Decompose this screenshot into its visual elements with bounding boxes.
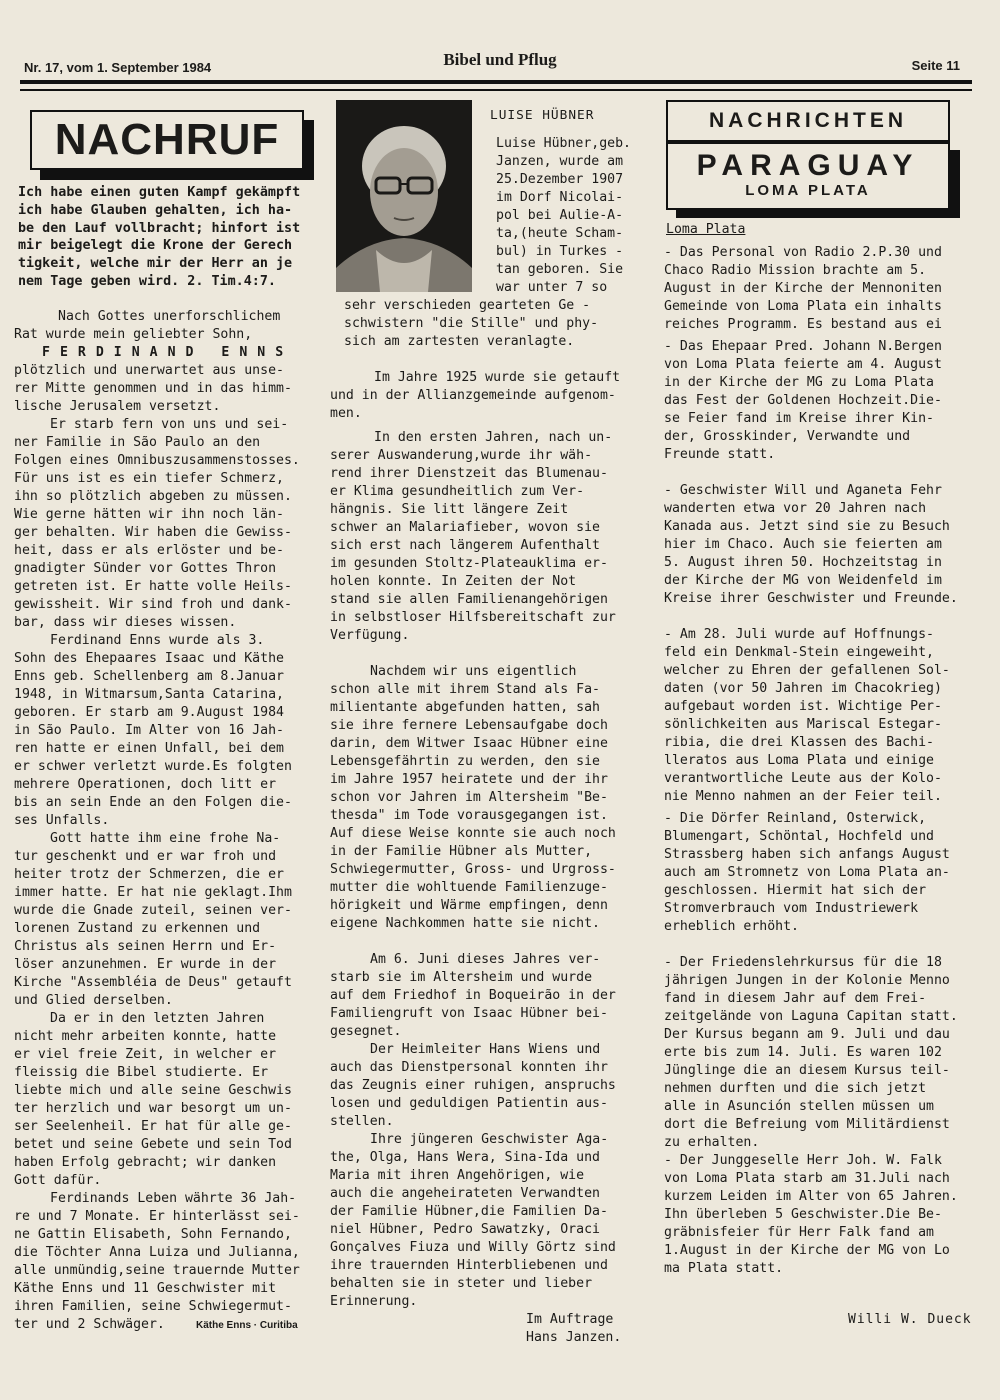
- nachruf-heading: NACHRUF: [54, 115, 280, 164]
- news-country: PARAGUAY: [696, 149, 920, 182]
- news-heading: NACHRICHTEN: [709, 109, 907, 132]
- news-item: - Am 28. Juli wurde auf Hoffnungs- feld ein Denkmal-Stein eingeweiht, welcher zu Ehren der gefallenen Sol- daten (vor 50 Jahren im Chacokrieg) aufgebaut worden ist. Wichtige Per- sönlichkeiten aus Mariscal Estegar- ribia, die drei Klassen des Bachi- lleratos aus Loma Plata und einige verantwortliche Leute aus der Kolo- nie Menno nahmen an der Feier teil.: [664, 627, 950, 804]
- news-item: - Die Dörfer Reinland, Osterwick, Blumengart, Schöntal, Hochfeld und Strassberg haben sich anfangs August auch am Stromnetz von Loma Plata an- geschlossen. Hiermit hat sich der Stromverbrauch vom Industriewerk erheblich erhöht.: [664, 811, 950, 934]
- nachruf-paragraph: Ferdinands Leben währte 36 Jah- re und 7 Monate. Er hinterlässt sei- ne Gattin Elisabeth, Sohn Fernando, die Töchter Anna Luiza und Julianna, alle unmündig,seine trauernde Mutter Käthe Enns und 11 Geschwister mit ihren Familien, seine Schwiegermut- ter und 2 Schwäger.: [14, 1191, 300, 1332]
- nachruf-paragraph: Da er in den letzten Jahren nicht mehr arbeiten konnte, hatte er viel freie Zeit, in welcher er fleissig die Bibel studierte. Er liebte mich und alle seine Geschwis ter herzlich und war besorgt um un- ser Seelenheil. Er hat für alle ge- betet und seine Gebete und sein Tod haben Erfolg gebracht; wir danken Gott dafür.: [14, 1011, 292, 1188]
- luise-paragraph: Der Heimleiter Hans Wiens und auch das Dienstpersonal konnten ihr das Zeugnis einer ruhigen, anspruchs losen und geduldigen Patientin aus- stellen.: [330, 1042, 616, 1129]
- nachruf-paragraph: Ferdinand Enns wurde als 3. Sohn des Ehepaares Isaac und Käthe Enns geb. Schellenberg am 8.Januar 1948, in Witmarsum,Santa Catarina, geboren. Er starb am 9.August 1984 in São Paulo. Im Alter von 16 Jah- ren hatte er einen Unfall, bei dem er schwer verletzt wurde.Es folgten mehrere Operationen, doch litt er bis an sein Ende an den Folgen die- ses Unfalls.: [14, 633, 292, 828]
- issue-label: Nr. 17, vom 1. September 1984: [24, 60, 212, 75]
- luise-signoff: Im Auftrage Hans Janzen.: [526, 1312, 622, 1345]
- nachruf-column: [14, 308, 314, 1334]
- news-item: - Das Personal von Radio 2.P.30 und Chaco Radio Mission brachte am 5. August in der Kirche der Mennoniten Gemeinde von Loma Plata ein inhalts reiches Programm. Es bestand aus ei: [664, 245, 942, 332]
- bible-verse: Ich habe einen guten Kampf gekämpft ich habe Glauben gehalten, ich ha- be den Lauf vollbracht; hinfort ist mir beigelegt die Krone der Gerech tigkeit, welche mir der Herr an je nem Tage geben wird. 2. Tim.4:7.: [18, 185, 301, 289]
- news-item: - Geschwister Will und Aganeta Fehr wanderten etwa vor 20 Jahren nach Kanada aus. Jetzt sind sie zu Besuch hier im Chaco. Auch sie feierten am 5. August ihren 50. Hochzeitstag in der Kirche der MG von Weidenfeld im Kreise ihrer Geschwister und Freunde.: [664, 483, 958, 606]
- obituary-title: LUISE HÜBNER: [490, 108, 595, 123]
- luise-paragraph: Am 6. Juni dieses Jahres ver- starb sie im Altersheim und wurde auf dem Friedhof in Boqueirão in der Familiengruft von Isaac Hübner bei- gesegnet.: [330, 952, 616, 1039]
- luise-paragraph: Ihre jüngeren Geschwister Aga- the, Olga, Hans Wera, Sina-Ida und Maria mit ihren Angehörigen, wie auch die angeheirateten Verwandten der Familie Hübner,die Familien Da- niel Hübner, Pedro Sawatzky, Oraci Gonçalves Fiuza und Willy Görtz sind ihre trauernden Hinterbliebenen und behalten sie in steter und lieber Erinnerung.: [330, 1132, 616, 1309]
- nachruf-signature: Käthe Enns · Curitiba: [196, 1320, 298, 1331]
- nachruf-paragraph: Gott hatte ihm eine frohe Na- tur geschenkt und er war froh und heiter trotz der Schmerzen, die er immer hatte. Er hat nie geklagt.Ihm wurde die Gnade zuteil, seinen ver- lorenen Zustand zu erkennen und Christus als seinen Herrn und Er- löser anzunehmen. Er wurde in der Kirche "Assembléia de Deus" getauft und Glied derselben.: [14, 831, 292, 1008]
- section-label: Loma Plata: [666, 222, 746, 237]
- news-author: Willi W. Dueck: [848, 1312, 972, 1327]
- news-subheading-box: [666, 142, 950, 210]
- news-item: - Der Friedenslehrkursus für die 18 jährigen Jungen in der Kolonie Menno fand in diesem Jahr auf dem Frei- zeitgelände von Laguna Capitan statt. Der Kursus begann am 9. Juli und dau erte bis zum 14. Juli. Es waren 102 Jünglinge die an diesem Kursus teil- nehmen durften und die sich jetzt alle in Asunción stellen müssen um dort die Befreiung vom Militärdienst zu erhalten.: [664, 955, 958, 1150]
- portrait-photo: [336, 100, 472, 292]
- deceased-name: FERDINAND ENNS: [42, 345, 294, 360]
- luise-paragraph: Im Jahre 1925 wurde sie getauft und in der Allianzgemeinde aufgenom- men.: [330, 370, 621, 421]
- news-heading-box: [666, 100, 950, 142]
- luise-column: [330, 297, 650, 1347]
- news-location: LOMA PLATA: [745, 182, 871, 199]
- masthead-rule-thin: [20, 89, 972, 91]
- luise-paragraph: Nachdem wir uns eigentlich schon alle mit ihrem Stand als Fa- milientante abgefunden hatten, sah sie ihre fernere Lebensaufgabe doch darin, dem Witwer Isaac Hübner eine Lebensgefährtin zu werden, den sie im Jahre 1957 heiratete und der ihr schon vor Jahren im Altersheim "Be- thesda" im Tode vorausgegangen ist. Auf diese Weise konnte sie auch noch in der Familie Hübner als Mutter, Schwiegermutter, Gross- und Urgross- mutter die wohltuende Familienzuge- hörigkeit und Wärme empfingen, denn eigene Nachkommen hatte sie nicht.: [330, 664, 616, 931]
- luise-paragraph: sehr verschieden gearteten Ge - schwistern "die Stille" und phy- sich am zartesten veranlagte.: [344, 298, 599, 349]
- nachruf-paragraph: plötzlich und unerwartet aus unse- rer Mitte genommen und in das himm- lische Jerusalem versetzt.: [14, 363, 292, 414]
- nachruf-paragraph: Nach Gottes unerforschlichem Rat wurde mein geliebter Sohn,: [14, 309, 281, 342]
- page-number: Seite 11: [911, 58, 960, 73]
- newspaper-title: Bibel und Pflug: [443, 50, 557, 69]
- news-item: - Das Ehepaar Pred. Johann N.Bergen von Loma Plata feierte am 4. August in der Kirche der MG zu Loma Plata das Fest der Goldenen Hochzeit.Die- se Feier fand im Kreise ihrer Kin- der, Grosskinder, Verwandte und Freunde statt.: [664, 339, 942, 462]
- nachruf-heading-box: [30, 110, 304, 170]
- luise-intro: Luise Hübner,geb. Janzen, wurde am 25.Dezember 1907 im Dorf Nicolai- pol bei Aulie-A- ta,(heute Scham- bul) in Turkes - tan geboren. Sie war unter 7 so: [496, 136, 631, 295]
- news-item: - Der Junggeselle Herr Joh. W. Falk von Loma Plata starb am 31.Juli nach kurzem Leiden im Alter von 65 Jahren. Ihn überleben 5 Geschwister.Die Be- gräbnisfeier für Herr Falk fand am 1.August in der Kirche der MG von Lo ma Plata statt.: [664, 1153, 958, 1276]
- news-column: [664, 244, 979, 1278]
- masthead-rule: [20, 80, 972, 84]
- nachruf-paragraph: Er starb fern von uns und sei- ner Familie in São Paulo an den Folgen eines Omnibuszusammenstosses. Für uns ist es ein tiefer Schmerz, ihn so plötzlich abgeben zu müssen. Wie gerne hätten wir ihn noch län- ger behalten. Wir haben die Gewiss- heit, dass er als erlöster und be- gnadigter Sünder vor Gottes Thron getreten ist. Er hatte volle Heils- gewissheit. Wir sind froh und dank- bar, dass wir dieses wissen.: [14, 417, 300, 630]
- luise-paragraph: In den ersten Jahren, nach un- serer Auswanderung,wurde ihr wäh- rend ihrer Dienstzeit das Blumenau- er Klima gesundheitlich zum Ver- hängnis. Sie litt längere Zeit schwer an Malariafieber, wovon sie sich erst nach längerem Aufenthalt im gesunden Stoltz-Plateauklima er- holen konnte. In Zeiten der Not stand sie allen Familienangehörigen in selbstloser Hilfsbereitschaft zur Verfügung.: [330, 430, 616, 643]
